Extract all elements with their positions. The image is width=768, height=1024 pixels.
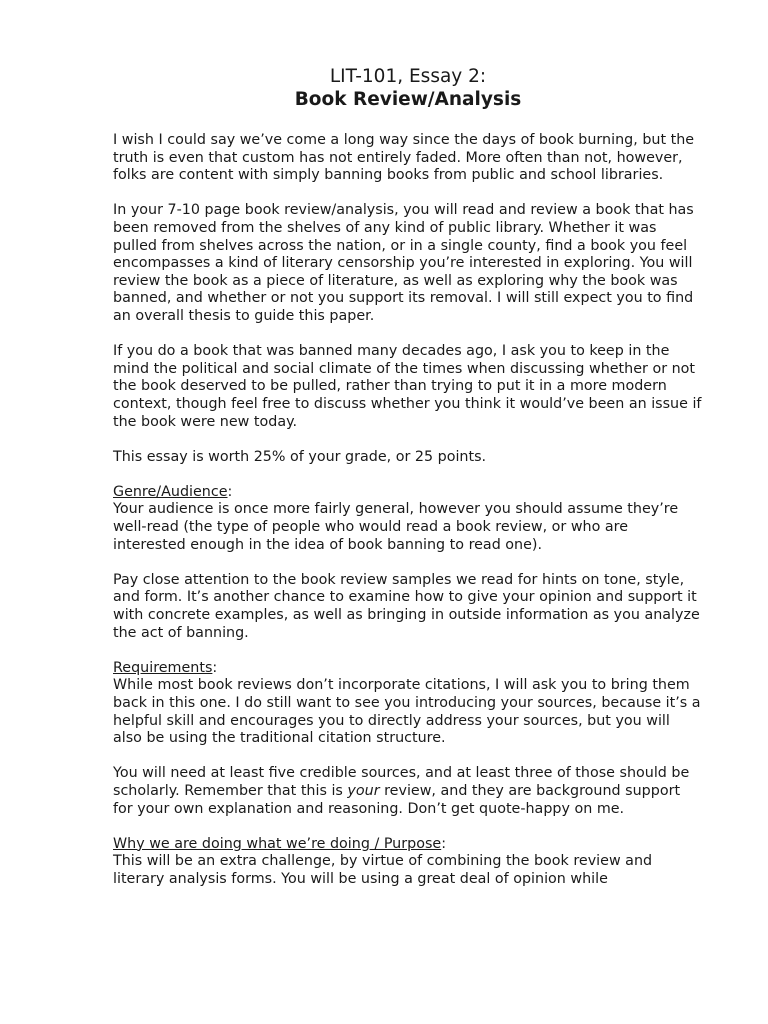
intro-paragraph: I wish I could say we’ve come a long way since the days of book burning, but the truth is even that custom has not entirely faded. More often than not, however, folks are content with simply banning books from public and school libraries.	[113, 132, 695, 184]
requirements-heading-text: Requirements	[113, 659, 213, 676]
heading-colon: :	[227, 483, 233, 500]
grade-weight-paragraph: This essay is worth 25% of your grade, or 25 points.	[113, 448, 487, 465]
assignment-paragraph: In your 7-10 page book review/analysis, you will read and review a book that has been removed from the shelves of any kind of public library. Whether it was pulled from shelves across the nation, or in a single county, find a book you feel encompasses a kind of literary censorship you’re interested in exploring. You will review the book as a piece of literature, as well as exploring why the book was banned, and whether or not you support its removal. I will still expect you to find an overall thesis to guide this paper.	[113, 202, 694, 324]
sources-emphasis: your	[347, 782, 380, 799]
heading-colon: :	[212, 659, 218, 676]
sources-text-a: You will need at least five credible sources, and at least three of those should be scholarly. Remember that this is	[113, 765, 690, 799]
genre-audience-heading	[113, 484, 703, 502]
historical-context-paragraph: If you do a book that was banned many decades ago, I ask you to keep in the mind the political and social climate of the times when discussing whether or not the book deserved to be pulled, rather than trying to put it in a more modern context, though feel free to discuss whether you think it would’ve been an issue if the book were new today.	[113, 343, 702, 430]
document-page	[113, 66, 703, 889]
purpose-heading-text: Why we are doing what we’re doing / Purpose	[113, 835, 442, 852]
style-paragraph: Pay close attention to the book review samples we read for hints on tone, style, and form. It’s another chance to examine how to give your opinion and support it with concrete examples, as well as bringing in outside information as you analyze the act of banning.	[113, 571, 700, 641]
assignment-title: Book Review/Analysis	[294, 89, 522, 110]
course-title: LIT-101, Essay 2:	[329, 66, 487, 87]
sources-text-b: review, and they are background support for your own explanation and reasoning. Don’t get quote-happy on me.	[113, 782, 681, 817]
purpose-heading	[113, 836, 703, 854]
heading-colon: :	[441, 835, 447, 852]
genre-audience-heading-text: Genre/Audience	[113, 483, 228, 500]
sources-paragraph	[113, 765, 703, 818]
citations-paragraph: While most book reviews don’t incorporate citations, I will ask you to bring them back in this one. I do still want to see you introducing your sources, because it’s a helpful skill and encourages you to directly address your sources, but you will also be using the traditional citation structure.	[113, 677, 701, 747]
requirements-heading	[113, 660, 703, 678]
purpose-paragraph: This will be an extra challenge, by virtue of combining the book review and literary analysis forms. You will be using a great deal of opinion while	[113, 853, 653, 887]
audience-paragraph: Your audience is once more fairly general, however you should assume they’re well-read (the type of people who would read a book review, or who are interested enough in the idea of book banning to read one).	[113, 501, 679, 553]
